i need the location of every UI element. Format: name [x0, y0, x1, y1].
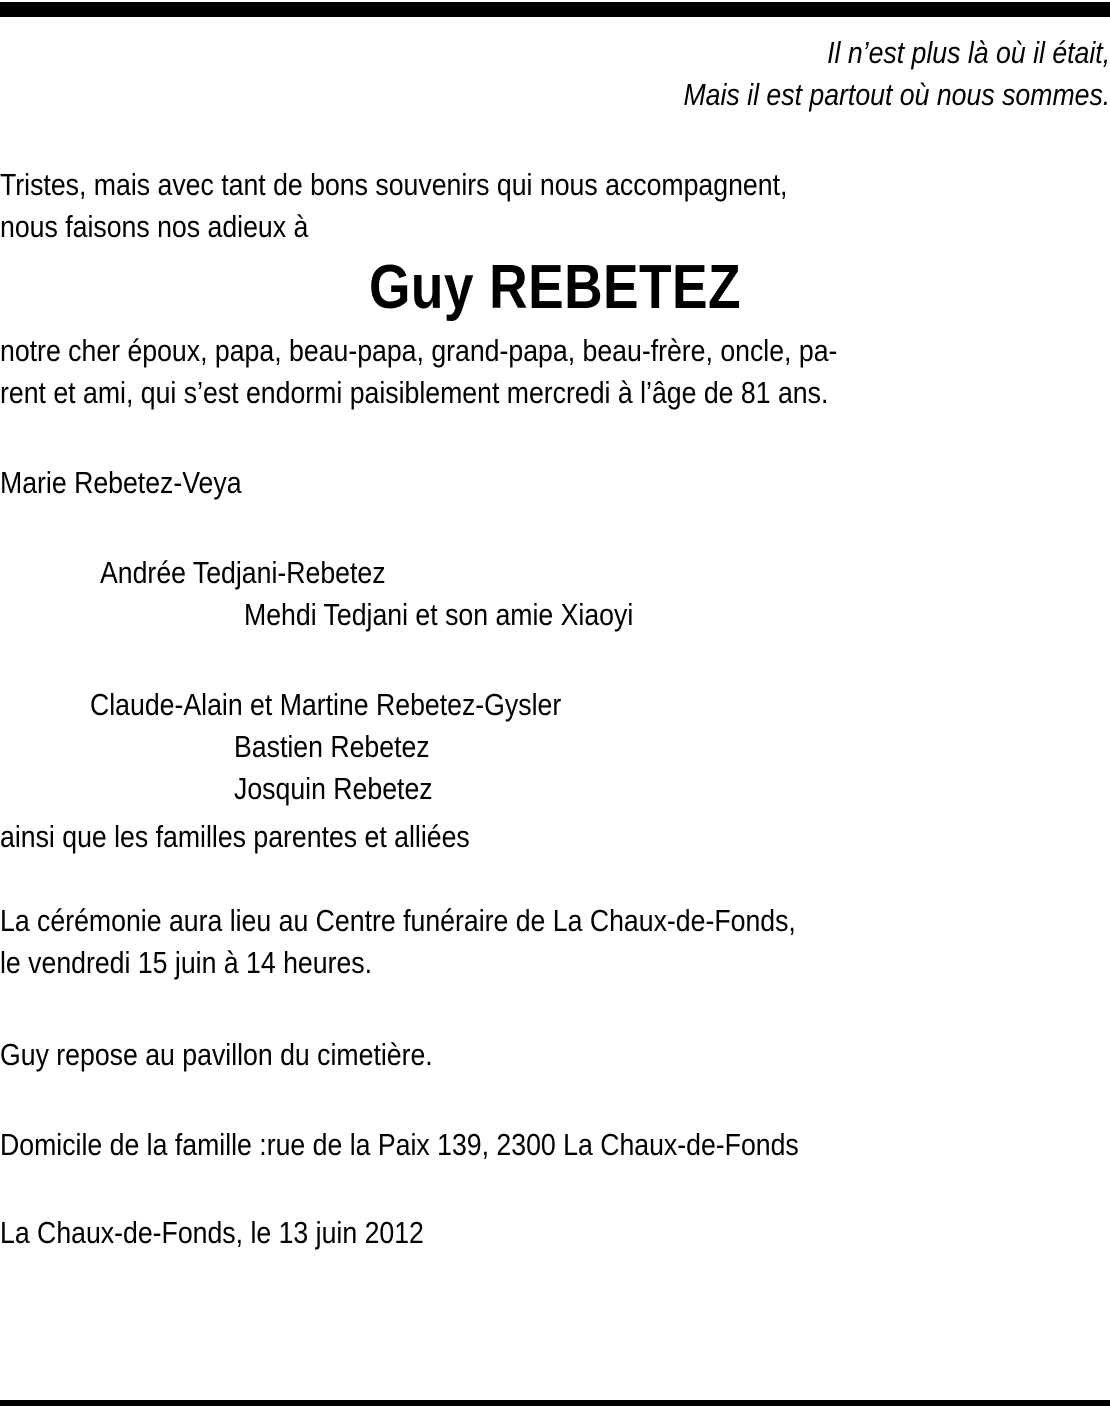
- bottom-border-rule: [0, 1400, 1110, 1406]
- family-grandchild-3: Josquin Rebetez: [234, 771, 433, 806]
- family-spouse: Marie Rebetez-Veya: [0, 465, 242, 500]
- ceremony-line-2: le vendredi 15 juin à 14 heures.: [0, 945, 373, 980]
- top-border-rule: [0, 2, 1110, 17]
- deceased-name: Guy REBETEZ: [368, 253, 742, 322]
- description-line-1: notre cher époux, papa, beau-papa, grand-papa, beau-frère, oncle, pa-: [0, 333, 838, 368]
- family-domicile: Domicile de la famille :rue de la Paix 139, 2300 La Chaux-de-Fonds: [0, 1127, 799, 1162]
- family-child-1: Andrée Tedjani-Rebetez: [100, 555, 386, 590]
- family-grandchild-2: Bastien Rebetez: [234, 729, 430, 764]
- place-and-date: La Chaux-de-Fonds, le 13 juin 2012: [0, 1215, 424, 1250]
- epigraph-line-2: Mais il est partout où nous sommes.: [683, 77, 1110, 112]
- description-line-2: rent et ami, qui s’est endormi paisiblement mercredi à l’âge de 81 ans.: [0, 375, 829, 410]
- family-grandchild-1: Mehdi Tedjani et son amie Xiaoyi: [244, 597, 634, 632]
- ceremony-line-1: La cérémonie aura lieu au Centre funéraire de La Chaux-de-Fonds,: [0, 903, 796, 938]
- resting-place: Guy repose au pavillon du cimetière.: [0, 1037, 433, 1072]
- intro-line-1: Tristes, mais avec tant de bons souvenirs qui nous accompagnent,: [0, 167, 788, 202]
- intro-line-2: nous faisons nos adieux à: [0, 209, 309, 244]
- family-child-2: Claude-Alain et Martine Rebetez-Gysler: [90, 687, 562, 722]
- epigraph-line-1: Il n’est plus là où il était,: [826, 35, 1110, 70]
- family-others: ainsi que les familles parentes et alliées: [0, 819, 470, 854]
